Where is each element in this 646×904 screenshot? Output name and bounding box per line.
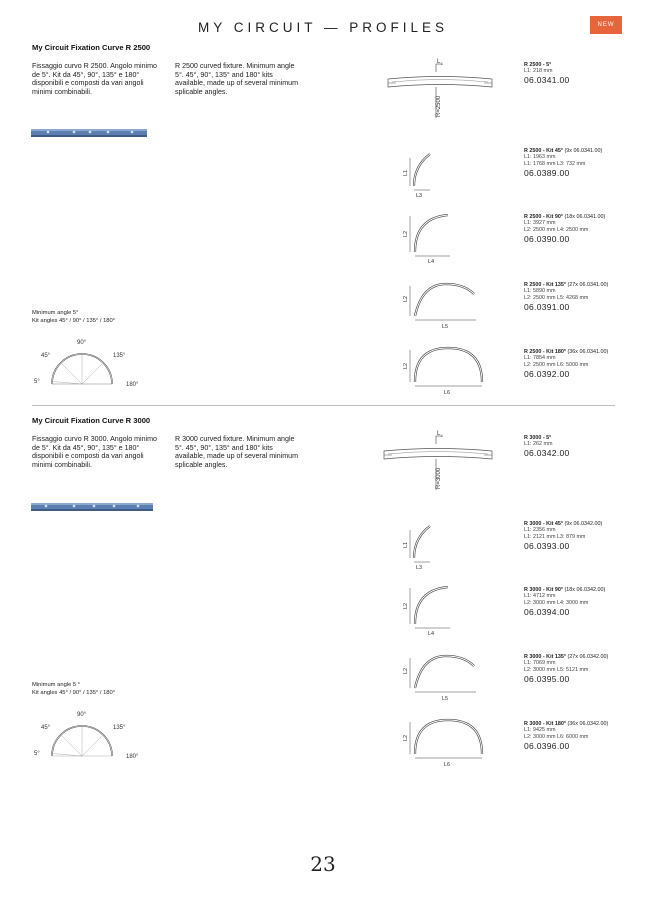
- variant-spec: L1: 2356 mm: [524, 527, 556, 533]
- dimension-label: L5: [442, 324, 449, 330]
- product-code: 06.0396.00: [524, 741, 570, 751]
- product-code: 06.0393.00: [524, 541, 570, 551]
- minimum-angle-text: Minimum angle 5 °: [32, 682, 81, 688]
- variant-spec: L1: 9425 mm: [524, 727, 556, 733]
- variant-note: (36x 06.0342.00): [567, 721, 609, 727]
- variant-note: (9x 06.0341.00): [564, 148, 603, 154]
- dimension-label: L5: [442, 696, 449, 702]
- kit-angles-text: Kit angles 45° / 90° / 135° / 180°: [32, 318, 116, 324]
- angle-label-45: 45°: [41, 353, 51, 359]
- description-english: R 2500 curved fixture. Minimum angle 5°. 45°, 90°, 135° and 180° kits available, made up of several minimum splicable angles.: [175, 62, 299, 96]
- product-code: 06.0392.00: [524, 369, 570, 379]
- product-code: 06.0395.00: [524, 674, 570, 684]
- variant-kit90: [524, 587, 605, 617]
- new-badge: NEW: [590, 16, 622, 34]
- section-heading: My Circuit Fixation Curve R 2500: [32, 43, 151, 52]
- variant-name: R 3000 - Kit 45°: [524, 521, 564, 527]
- radius-label: R=2500: [436, 95, 442, 117]
- variant-spec: L2: 3000 mm L4: 3000 mm: [524, 600, 589, 606]
- fixation-profile-image: [30, 500, 154, 514]
- angle-label-45: 45°: [41, 725, 51, 731]
- variant-spec: L2: 3000 mm L6: 6000 mm: [524, 734, 589, 740]
- variant-name: R 2500 - Kit 135°: [524, 282, 567, 288]
- dimension-label: L3: [416, 193, 423, 198]
- dimension-label: L2: [403, 362, 409, 369]
- description-italian: Fissaggio curvo R 3000. Angolo minimo de 5°. Kit da 45°, 90°, 135° e 180° disponibili e composti da vari angoli minimi combinabili.: [32, 435, 157, 469]
- fixture-length-sub: 1: [441, 434, 443, 438]
- angle-label-90: 90°: [77, 712, 87, 718]
- product-code: 06.0390.00: [524, 234, 570, 244]
- fixture-length-sub: 1: [441, 62, 443, 66]
- variant-spec: L1: 1768 mm L3: 732 mm: [524, 161, 586, 167]
- angle-diagram: [30, 708, 150, 764]
- variant-note: (18x 06.0341.00): [564, 214, 606, 220]
- variant-note: (27x 06.0341.00): [567, 282, 609, 288]
- dimension-label: L4: [428, 259, 435, 264]
- variant-spec: L1: 218 mm: [524, 68, 553, 74]
- minimum-angle-text: Minimum angle 5°: [32, 310, 79, 316]
- kit180-arc-drawing: [398, 342, 490, 398]
- description-english: R 3000 curved fixture. Minimum angle 5°. 45°, 90°, 135° and 180° kits available, made up of several minimum splicable angles.: [175, 435, 299, 469]
- description-italian: Fissaggio curvo R 2500. Angolo minimo de 5°. Kit da 45°, 90°, 135° e 180° disponibili e composti da vari angoli minimi combinabili.: [32, 62, 157, 96]
- variant-kit135: [524, 282, 608, 312]
- fixture-length-label: L: [437, 431, 441, 437]
- variant-kit45: [524, 148, 602, 178]
- variant-name: R 3000 - Kit 135°: [524, 654, 567, 660]
- dimension-label: L2: [403, 295, 409, 302]
- variant-name: R 2500 - Kit 90°: [524, 214, 564, 220]
- kit-angles-text: Kit angles 45° / 90° / 135° / 180°: [32, 690, 116, 696]
- dimension-label: L1: [403, 169, 409, 176]
- kit135-arc-drawing: [398, 650, 480, 704]
- kit90-arc-drawing: [398, 210, 458, 264]
- kit90-arc-drawing: [398, 582, 458, 636]
- variant-name: R 3000 - Kit 90°: [524, 587, 564, 593]
- kit45-arc-drawing: [398, 150, 438, 198]
- kit45-arc-drawing: [398, 522, 438, 570]
- angle-label-90: 90°: [77, 340, 87, 346]
- variant-spec: L1: 5890 mm: [524, 288, 556, 294]
- fixture-length-label: L: [437, 59, 441, 65]
- angle-label-5: 5°: [34, 379, 40, 385]
- variant-kit135: [524, 654, 608, 684]
- angle-label-180: 180°: [126, 382, 139, 388]
- variant-note: (27x 06.0342.00): [567, 654, 609, 660]
- angle-label-135: 135°: [113, 725, 126, 731]
- variant-note: (9x 06.0342.00): [564, 521, 603, 527]
- fixture-drawing: [380, 428, 496, 494]
- dimension-label: L2: [403, 230, 409, 237]
- dimension-label: L2: [403, 602, 409, 609]
- kit135-arc-drawing: [398, 278, 480, 332]
- variant-name: R 2500 - Kit 180°: [524, 349, 567, 355]
- product-code: 06.0394.00: [524, 607, 570, 617]
- dimension-label: L2: [403, 734, 409, 741]
- variant-spec: L1: 7854 mm: [524, 355, 556, 361]
- product-code: 06.0391.00: [524, 302, 570, 312]
- variant-spec: L1: 1963 mm: [524, 154, 556, 160]
- dimension-label: L1: [403, 541, 409, 548]
- fixture-drawing: [384, 56, 496, 122]
- variant-name: R 3000 - 5°: [524, 435, 552, 441]
- page-number: 23: [310, 852, 336, 876]
- variant-note: (36x 06.0341.00): [567, 349, 609, 355]
- dimension-label: L4: [428, 631, 435, 636]
- fixation-profile-image: [30, 126, 148, 140]
- variant-name: R 2500 - Kit 45°: [524, 148, 564, 154]
- variant-spec: L1: 7069 mm: [524, 660, 556, 666]
- dimension-label: L2: [403, 667, 409, 674]
- variant-kit45: [524, 521, 602, 551]
- variant-spec: L1: 2121 mm L3: 879 mm: [524, 534, 586, 540]
- variant-name: R 3000 - Kit 180°: [524, 721, 567, 727]
- product-code: 06.0341.00: [524, 75, 570, 85]
- product-code: 06.0342.00: [524, 448, 570, 458]
- angle-label-5: 5°: [34, 751, 40, 757]
- variant-kit90: [524, 214, 605, 244]
- radius-label: R=3000: [436, 467, 442, 489]
- angle-label-180: 180°: [126, 754, 139, 760]
- section-heading: My Circuit Fixation Curve R 3000: [32, 416, 151, 425]
- variant-spec: L2: 2500 mm L6: 5000 mm: [524, 362, 589, 368]
- variant-spec: L1: 4712 mm: [524, 593, 556, 599]
- variant-spec: L1: 3927 mm: [524, 220, 556, 226]
- dimension-label: L3: [416, 565, 423, 570]
- variant-kit180: [524, 721, 608, 751]
- product-code: 06.0389.00: [524, 168, 570, 178]
- variant-name: R 2500 - 5°: [524, 62, 552, 68]
- dimension-label: L6: [444, 762, 451, 768]
- variant-note: (18x 06.0342.00): [564, 587, 606, 593]
- section-divider: [32, 405, 615, 406]
- variant-spec: L1: 262 mm: [524, 441, 553, 447]
- dimension-label: L6: [444, 390, 451, 396]
- kit180-arc-drawing: [398, 714, 490, 770]
- angle-diagram: [30, 336, 150, 392]
- variant-5deg: [524, 435, 570, 458]
- angle-label-135: 135°: [113, 353, 126, 359]
- variant-kit180: [524, 349, 608, 379]
- variant-spec: L2: 2500 mm L4: 2500 mm: [524, 227, 589, 233]
- variant-spec: L2: 2500 mm L5: 4268 mm: [524, 295, 589, 301]
- variant-spec: L2: 3000 mm L5: 5121 mm: [524, 667, 589, 673]
- variant-5deg: [524, 62, 570, 85]
- page-title: MY CIRCUIT — PROFILES: [197, 20, 449, 35]
